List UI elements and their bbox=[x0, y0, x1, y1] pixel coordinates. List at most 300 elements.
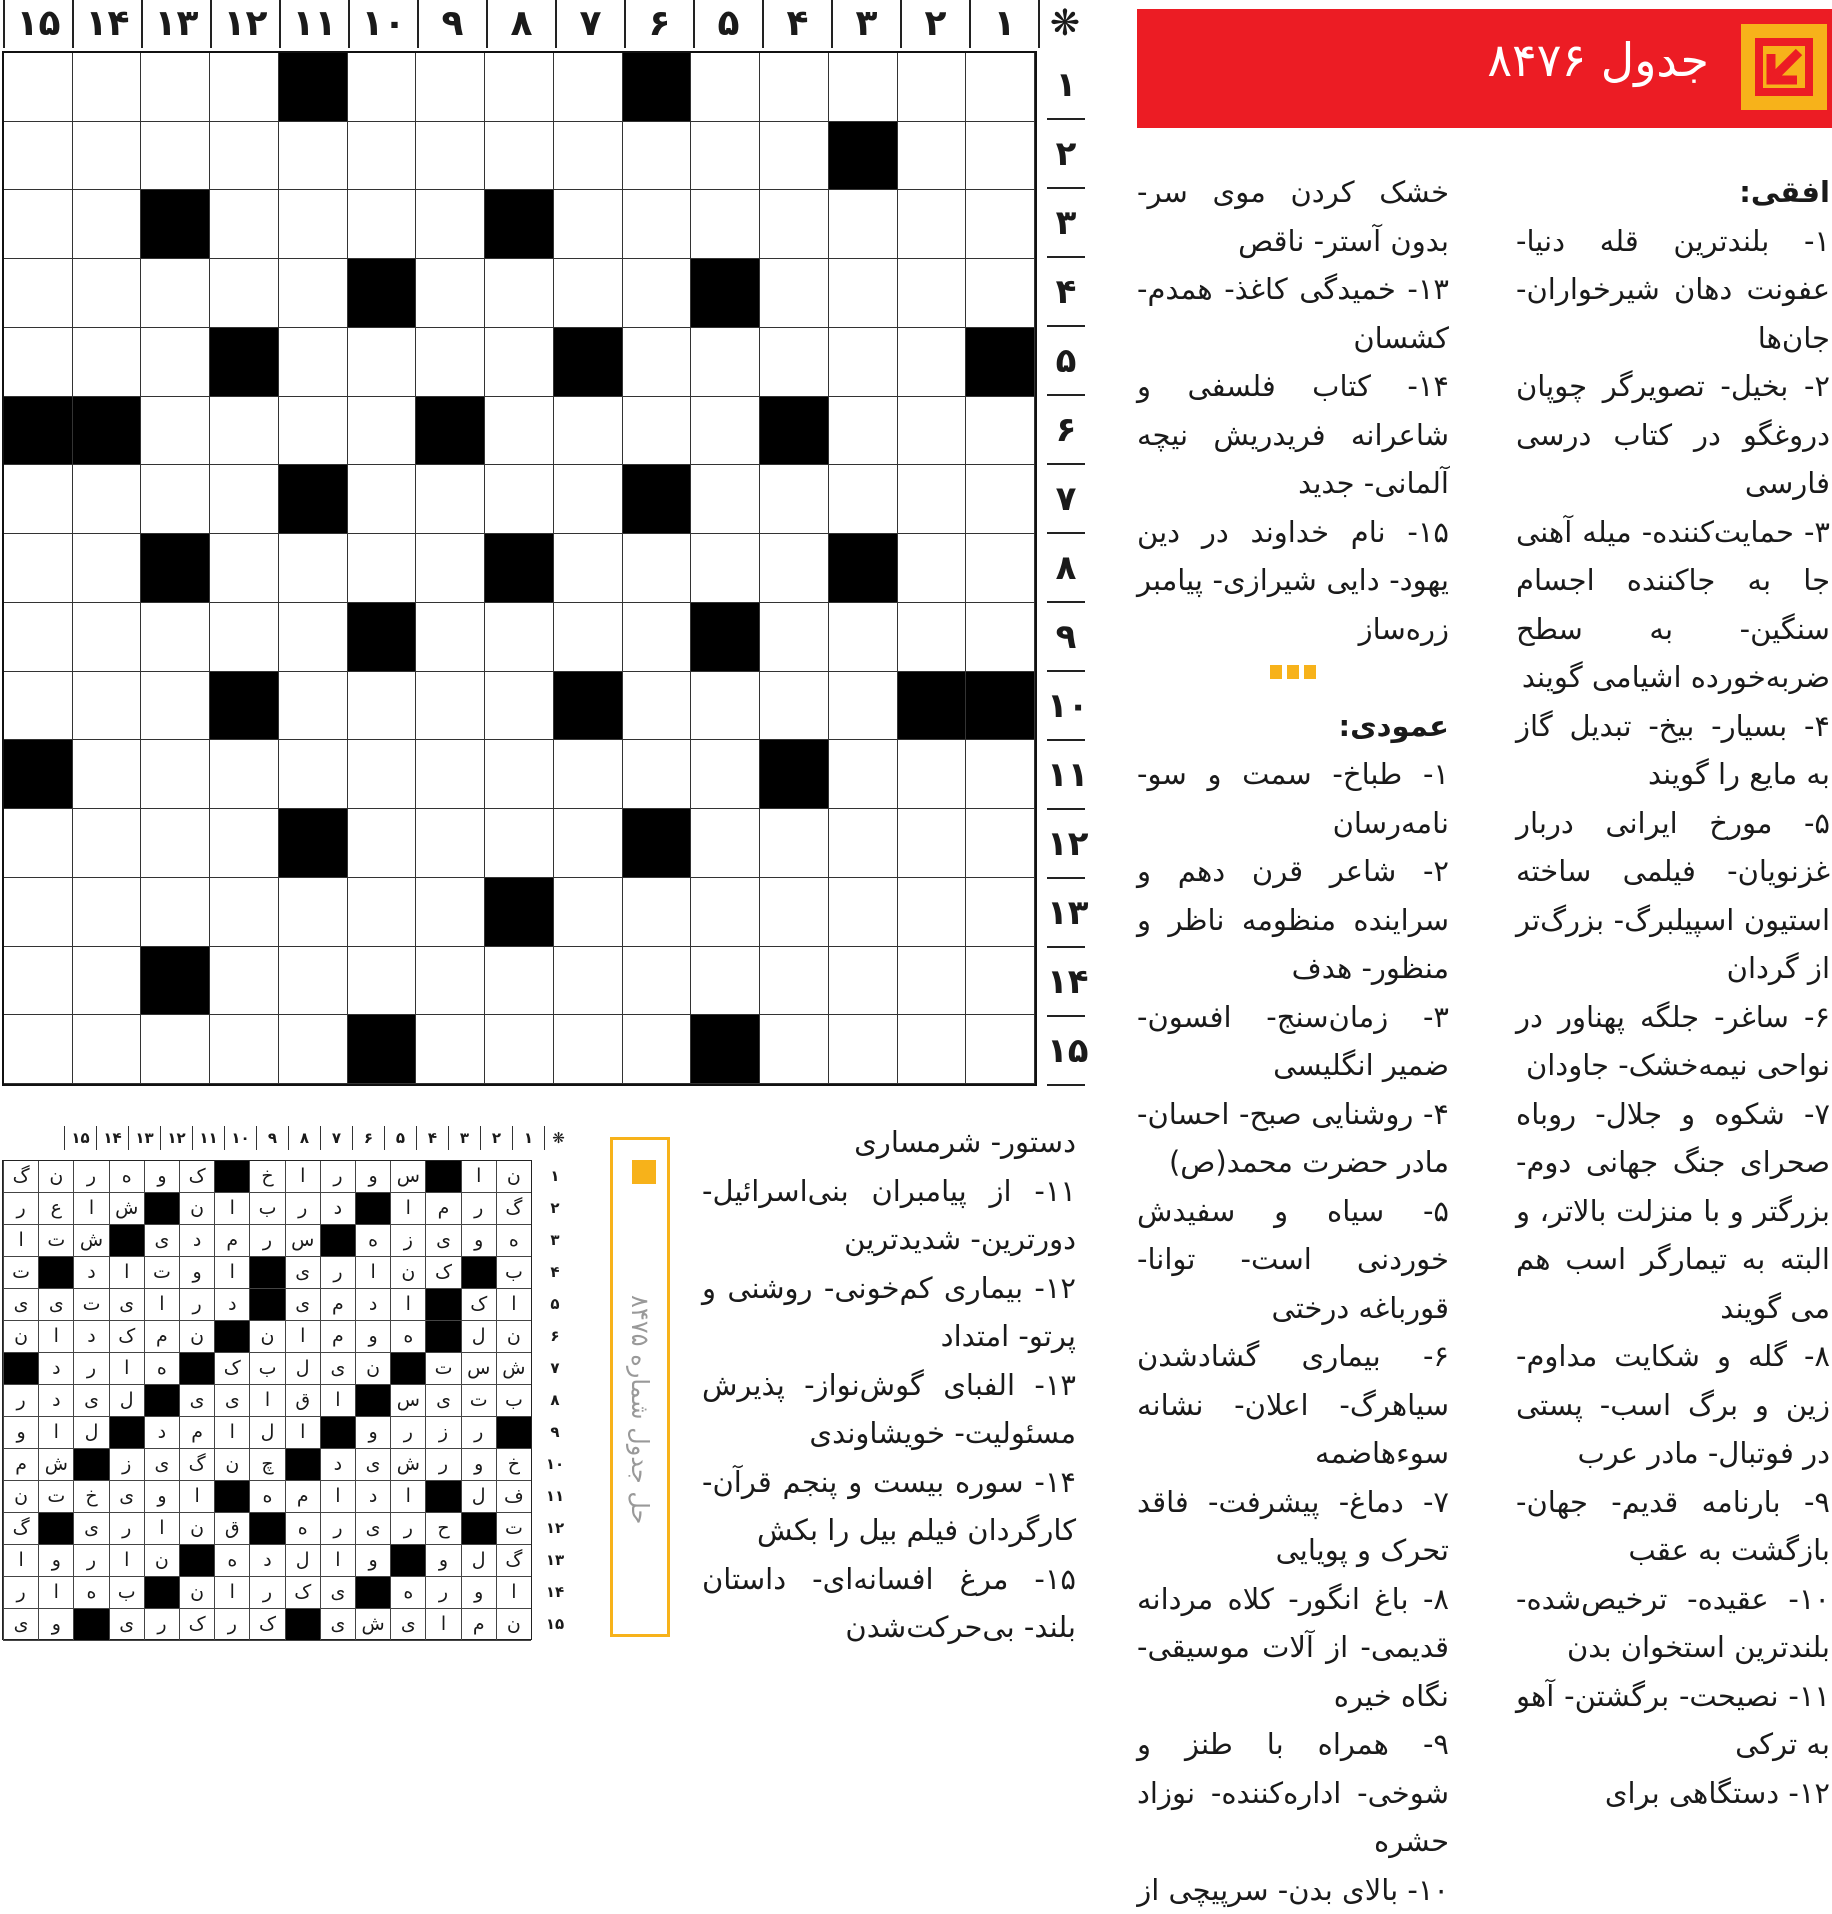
clue-text: ۱۰- بالای بدن- سرپیچی از bbox=[1137, 1866, 1449, 1914]
solution-cell: ا bbox=[214, 1417, 249, 1449]
grid-cell[interactable] bbox=[210, 122, 279, 191]
grid-cell[interactable] bbox=[416, 878, 485, 947]
grid-cell[interactable] bbox=[829, 947, 898, 1016]
grid-cell[interactable] bbox=[210, 465, 279, 534]
grid-cell[interactable] bbox=[279, 947, 348, 1016]
grid-cell[interactable] bbox=[966, 122, 1035, 191]
grid-cell[interactable] bbox=[691, 947, 760, 1016]
black-cell bbox=[898, 672, 967, 741]
grid-cell[interactable] bbox=[829, 809, 898, 878]
section-heading: عمودی: bbox=[1137, 702, 1449, 751]
solution-cell: ی bbox=[38, 1289, 73, 1321]
grid-cell[interactable] bbox=[141, 878, 210, 947]
grid-cell[interactable] bbox=[210, 53, 279, 122]
grid-cell[interactable] bbox=[760, 534, 829, 603]
solution-cell: ا bbox=[179, 1481, 214, 1513]
crossword-row-numbers bbox=[1042, 51, 1090, 1086]
grid-cell[interactable] bbox=[416, 809, 485, 878]
grid-cell[interactable] bbox=[829, 672, 898, 741]
solution-cell: م bbox=[3, 1449, 38, 1481]
grid-cell[interactable] bbox=[485, 1015, 554, 1084]
solution-cell: ر bbox=[109, 1513, 144, 1545]
grid-cell[interactable] bbox=[210, 190, 279, 259]
solution-cell: ک bbox=[214, 1353, 249, 1385]
grid-cell[interactable] bbox=[898, 947, 967, 1016]
grid-cell[interactable] bbox=[141, 328, 210, 397]
solution-row-numbers bbox=[540, 1160, 570, 1640]
black-cell bbox=[355, 1193, 390, 1225]
grid-cell[interactable] bbox=[966, 465, 1035, 534]
grid-cell[interactable] bbox=[829, 53, 898, 122]
solution-cell: ر bbox=[73, 1161, 108, 1193]
grid-cell[interactable] bbox=[966, 603, 1035, 672]
grid-cell[interactable] bbox=[348, 53, 417, 122]
grid-cell[interactable] bbox=[966, 534, 1035, 603]
grid-cell[interactable] bbox=[416, 1015, 485, 1084]
column-number: ۱۴ bbox=[72, 0, 141, 48]
grid-cell[interactable] bbox=[623, 878, 692, 947]
grid-cell[interactable] bbox=[829, 465, 898, 534]
grid-cell[interactable] bbox=[898, 53, 967, 122]
grid-cell[interactable] bbox=[73, 878, 142, 947]
grid-cell[interactable] bbox=[760, 53, 829, 122]
solution-cell: ت bbox=[38, 1481, 73, 1513]
black-cell bbox=[485, 534, 554, 603]
black-cell bbox=[691, 259, 760, 328]
grid-cell[interactable] bbox=[4, 328, 73, 397]
grid-cell[interactable] bbox=[4, 534, 73, 603]
grid-cell[interactable] bbox=[279, 534, 348, 603]
grid-cell[interactable] bbox=[691, 122, 760, 191]
grid-cell[interactable] bbox=[73, 603, 142, 672]
grid-cell[interactable] bbox=[691, 53, 760, 122]
grid-cell[interactable] bbox=[279, 740, 348, 809]
grid-cell[interactable] bbox=[760, 1015, 829, 1084]
grid-cell[interactable] bbox=[898, 809, 967, 878]
solution-cell: گ bbox=[3, 1161, 38, 1193]
solution-cell: و bbox=[144, 1481, 179, 1513]
column-number: ۹ bbox=[256, 1126, 288, 1150]
black-cell bbox=[461, 1257, 496, 1289]
grid-cell[interactable] bbox=[829, 328, 898, 397]
solution-cell: س bbox=[390, 1385, 425, 1417]
grid-cell[interactable] bbox=[966, 740, 1035, 809]
grid-cell[interactable] bbox=[141, 740, 210, 809]
solution-cell: ا bbox=[285, 1161, 320, 1193]
grid-cell[interactable] bbox=[416, 672, 485, 741]
row-number: ۱۰ bbox=[1047, 672, 1085, 741]
clue-text: ۲- شاعر قرن دهم و سراینده منظومه ناظر و منظور- هدف bbox=[1137, 847, 1449, 993]
grid-cell[interactable] bbox=[554, 740, 623, 809]
solution-cell: ر bbox=[285, 1193, 320, 1225]
grid-cell[interactable] bbox=[4, 1015, 73, 1084]
black-cell bbox=[554, 328, 623, 397]
grid-cell[interactable] bbox=[485, 259, 554, 328]
grid-cell[interactable] bbox=[348, 672, 417, 741]
solution-cell: ل bbox=[285, 1545, 320, 1577]
grid-cell[interactable] bbox=[554, 122, 623, 191]
solution-cell: ک bbox=[179, 1161, 214, 1193]
black-cell bbox=[425, 1321, 460, 1353]
solution-cell: ی bbox=[285, 1257, 320, 1289]
grid-cell[interactable] bbox=[829, 1015, 898, 1084]
grid-cell[interactable] bbox=[348, 878, 417, 947]
grid-cell[interactable] bbox=[210, 947, 279, 1016]
grid-cell[interactable] bbox=[210, 1015, 279, 1084]
grid-cell[interactable] bbox=[416, 328, 485, 397]
clue-text: ۳- حمایت‌کننده- میله آهنی جا به جاکننده اجسام سنگین- به سطح ضربه‌خورده اشیامی گویند bbox=[1516, 508, 1830, 702]
grid-cell[interactable] bbox=[623, 397, 692, 466]
grid-cell[interactable] bbox=[829, 397, 898, 466]
grid-cell[interactable] bbox=[73, 328, 142, 397]
solution-cell: ک bbox=[425, 1257, 460, 1289]
solution-cell: ر bbox=[249, 1577, 284, 1609]
solution-cell: ه bbox=[109, 1161, 144, 1193]
grid-cell[interactable] bbox=[279, 672, 348, 741]
grid-cell[interactable] bbox=[4, 672, 73, 741]
grid-cell[interactable] bbox=[966, 53, 1035, 122]
grid-cell[interactable] bbox=[485, 397, 554, 466]
grid-cell[interactable] bbox=[73, 190, 142, 259]
grid-cell[interactable] bbox=[829, 190, 898, 259]
grid-cell[interactable] bbox=[416, 190, 485, 259]
grid-cell[interactable] bbox=[691, 328, 760, 397]
black-cell bbox=[416, 397, 485, 466]
solution-cell: و bbox=[425, 1545, 460, 1577]
grid-cell[interactable] bbox=[966, 397, 1035, 466]
solution-cell: ا bbox=[285, 1417, 320, 1449]
row-number: ۱۳ bbox=[540, 1544, 570, 1576]
grid-cell[interactable] bbox=[966, 1015, 1035, 1084]
grid-cell[interactable] bbox=[485, 672, 554, 741]
grid-cell[interactable] bbox=[141, 1015, 210, 1084]
grid-cell[interactable] bbox=[4, 259, 73, 328]
solution-cell: ا bbox=[214, 1257, 249, 1289]
solution-cell: گ bbox=[496, 1193, 531, 1225]
grid-cell[interactable] bbox=[760, 122, 829, 191]
grid-cell[interactable] bbox=[829, 878, 898, 947]
grid-cell[interactable] bbox=[141, 465, 210, 534]
grid-cell[interactable] bbox=[898, 603, 967, 672]
grid-cell[interactable] bbox=[554, 397, 623, 466]
solution-cell: ر bbox=[3, 1193, 38, 1225]
clue-text: ۱۲- بیماری کم‌خونی- روشنی و پرتو- امتداد bbox=[702, 1264, 1076, 1361]
grid-cell[interactable] bbox=[279, 603, 348, 672]
grid-cell[interactable] bbox=[691, 190, 760, 259]
grid-cell[interactable] bbox=[73, 1015, 142, 1084]
grid-cell[interactable] bbox=[348, 740, 417, 809]
grid-cell[interactable] bbox=[416, 122, 485, 191]
grid-cell[interactable] bbox=[829, 740, 898, 809]
black-cell bbox=[966, 328, 1035, 397]
grid-cell[interactable] bbox=[416, 740, 485, 809]
solution-cell: ز bbox=[109, 1449, 144, 1481]
arrow-logo-icon bbox=[1741, 24, 1827, 110]
grid-cell[interactable] bbox=[485, 122, 554, 191]
grid-cell[interactable] bbox=[279, 190, 348, 259]
grid-cell[interactable] bbox=[210, 397, 279, 466]
grid-cell[interactable] bbox=[760, 259, 829, 328]
grid-cell[interactable] bbox=[141, 397, 210, 466]
grid-cell[interactable] bbox=[485, 603, 554, 672]
solution-cell: ا bbox=[496, 1289, 531, 1321]
grid-cell[interactable] bbox=[623, 740, 692, 809]
solution-cell: ه bbox=[496, 1225, 531, 1257]
grid-cell[interactable] bbox=[623, 122, 692, 191]
black-cell bbox=[691, 603, 760, 672]
solution-cell: س bbox=[461, 1353, 496, 1385]
solution-cell: د bbox=[249, 1545, 284, 1577]
grid-cell[interactable] bbox=[898, 740, 967, 809]
black-cell bbox=[38, 1257, 73, 1289]
grid-cell[interactable] bbox=[485, 740, 554, 809]
solution-cell: خ bbox=[496, 1449, 531, 1481]
grid-cell[interactable] bbox=[691, 740, 760, 809]
grid-cell[interactable] bbox=[966, 190, 1035, 259]
column-number: ۱۵ bbox=[3, 0, 72, 48]
black-cell bbox=[285, 1609, 320, 1641]
clue-text: ۸- باغ انگور- کلاه مردانه قدیمی- از آلات موسیقی- نگاه خیره bbox=[1137, 1575, 1449, 1721]
solution-cell: ر bbox=[390, 1513, 425, 1545]
grid-cell[interactable] bbox=[210, 259, 279, 328]
grid-cell[interactable] bbox=[554, 878, 623, 947]
grid-cell[interactable] bbox=[416, 465, 485, 534]
grid-cell[interactable] bbox=[760, 947, 829, 1016]
solution-cell: ا bbox=[425, 1609, 460, 1641]
black-cell bbox=[141, 534, 210, 603]
grid-cell[interactable] bbox=[348, 122, 417, 191]
grid-cell[interactable] bbox=[416, 534, 485, 603]
solution-cell: ع bbox=[38, 1193, 73, 1225]
grid-cell[interactable] bbox=[554, 259, 623, 328]
grid-cell[interactable] bbox=[554, 809, 623, 878]
grid-cell[interactable] bbox=[898, 328, 967, 397]
grid-cell[interactable] bbox=[141, 809, 210, 878]
grid-cell[interactable] bbox=[279, 397, 348, 466]
grid-cell[interactable] bbox=[691, 672, 760, 741]
clue-text: ۱- بلندترین قله دنیا- عفونت دهان شیرخواران- جان‌ها bbox=[1516, 217, 1830, 363]
solution-cell: ه bbox=[214, 1545, 249, 1577]
grid-cell[interactable] bbox=[966, 259, 1035, 328]
grid-cell[interactable] bbox=[141, 603, 210, 672]
grid-cell[interactable] bbox=[898, 878, 967, 947]
grid-cell[interactable] bbox=[210, 740, 279, 809]
grid-cell[interactable] bbox=[554, 465, 623, 534]
grid-cell[interactable] bbox=[554, 1015, 623, 1084]
grid-cell[interactable] bbox=[898, 190, 967, 259]
grid-cell[interactable] bbox=[4, 809, 73, 878]
grid-cell[interactable] bbox=[73, 259, 142, 328]
grid-cell[interactable] bbox=[760, 878, 829, 947]
grid-cell[interactable] bbox=[141, 259, 210, 328]
grid-cell[interactable] bbox=[691, 465, 760, 534]
solution-cell: ی bbox=[425, 1385, 460, 1417]
black-cell bbox=[141, 190, 210, 259]
solution-cell: ل bbox=[461, 1481, 496, 1513]
grid-cell[interactable] bbox=[73, 809, 142, 878]
solution-cell: د bbox=[214, 1289, 249, 1321]
grid-cell[interactable] bbox=[554, 947, 623, 1016]
grid-cell[interactable] bbox=[485, 809, 554, 878]
grid-cell[interactable] bbox=[348, 190, 417, 259]
grid-cell[interactable] bbox=[760, 672, 829, 741]
black-cell bbox=[390, 1545, 425, 1577]
grid-cell[interactable] bbox=[829, 603, 898, 672]
grid-cell[interactable] bbox=[554, 534, 623, 603]
grid-cell[interactable] bbox=[623, 259, 692, 328]
solution-cell: ا bbox=[390, 1193, 425, 1225]
black-cell bbox=[623, 809, 692, 878]
solution-cell: ن bbox=[355, 1353, 390, 1385]
solution-cell: ش bbox=[355, 1609, 390, 1641]
grid-cell[interactable] bbox=[898, 259, 967, 328]
grid-cell[interactable] bbox=[210, 534, 279, 603]
grid-cell[interactable] bbox=[279, 328, 348, 397]
grid-cell[interactable] bbox=[760, 603, 829, 672]
grid-cell[interactable] bbox=[73, 122, 142, 191]
grid-cell[interactable] bbox=[73, 53, 142, 122]
grid-cell[interactable] bbox=[554, 53, 623, 122]
row-number: ۸ bbox=[540, 1384, 570, 1416]
solution-cell: ت bbox=[496, 1513, 531, 1545]
grid-cell[interactable] bbox=[348, 328, 417, 397]
grid-cell[interactable] bbox=[966, 809, 1035, 878]
grid-cell[interactable] bbox=[691, 534, 760, 603]
row-number: ۱۳ bbox=[1047, 879, 1085, 948]
grid-cell[interactable] bbox=[485, 328, 554, 397]
grid-cell[interactable] bbox=[760, 328, 829, 397]
grid-cell[interactable] bbox=[623, 603, 692, 672]
solution-cell: ن bbox=[390, 1257, 425, 1289]
clue-text: ۱۱- از پیامبران بنی‌اسرائیل- دورترین- شدیدترین bbox=[702, 1167, 1076, 1264]
black-cell bbox=[73, 1449, 108, 1481]
grid-cell[interactable] bbox=[898, 1015, 967, 1084]
solution-cell: ن bbox=[496, 1609, 531, 1641]
clue-text: ۱۲- دستگاهی برای bbox=[1516, 1769, 1830, 1818]
solution-cell: ی bbox=[355, 1449, 390, 1481]
column-number: ۱۵ bbox=[64, 1126, 96, 1150]
black-cell bbox=[485, 190, 554, 259]
row-number: ۲ bbox=[540, 1192, 570, 1224]
column-number: ۱۰ bbox=[348, 0, 417, 48]
solution-cell: ق bbox=[285, 1385, 320, 1417]
grid-cell[interactable] bbox=[554, 603, 623, 672]
grid-cell[interactable] bbox=[691, 809, 760, 878]
grid-cell[interactable] bbox=[966, 878, 1035, 947]
grid-cell[interactable] bbox=[623, 947, 692, 1016]
grid-cell[interactable] bbox=[416, 947, 485, 1016]
grid-cell[interactable] bbox=[73, 534, 142, 603]
grid-cell[interactable] bbox=[348, 397, 417, 466]
grid-cell[interactable] bbox=[4, 465, 73, 534]
grid-cell[interactable] bbox=[4, 53, 73, 122]
grid-cell[interactable] bbox=[485, 947, 554, 1016]
grid-cell[interactable] bbox=[141, 53, 210, 122]
grid-cell[interactable] bbox=[691, 878, 760, 947]
grid-cell[interactable] bbox=[623, 190, 692, 259]
grid-cell[interactable] bbox=[73, 465, 142, 534]
grid-cell[interactable] bbox=[4, 190, 73, 259]
grid-cell[interactable] bbox=[485, 53, 554, 122]
grid-cell[interactable] bbox=[485, 465, 554, 534]
grid-cell[interactable] bbox=[760, 465, 829, 534]
grid-cell[interactable] bbox=[73, 672, 142, 741]
black-cell bbox=[3, 1353, 38, 1385]
grid-cell[interactable] bbox=[279, 1015, 348, 1084]
grid-cell[interactable] bbox=[4, 947, 73, 1016]
black-cell bbox=[355, 1385, 390, 1417]
row-number: ۳ bbox=[1047, 189, 1085, 258]
grid-cell[interactable] bbox=[4, 122, 73, 191]
clue-text: ۶- ساغر- جلگه پهناور در نواحی نیمه‌خشک- جاودان bbox=[1516, 993, 1830, 1090]
grid-cell[interactable] bbox=[141, 122, 210, 191]
grid-cell[interactable] bbox=[898, 465, 967, 534]
grid-cell[interactable] bbox=[73, 740, 142, 809]
grid-cell[interactable] bbox=[416, 259, 485, 328]
grid-cell[interactable] bbox=[348, 947, 417, 1016]
solution-grid bbox=[2, 1160, 532, 1640]
solution-cell: ا bbox=[38, 1321, 73, 1353]
grid-cell[interactable] bbox=[623, 1015, 692, 1084]
clue-text: ۵- سیاه و سفیدش خوردنی است- توانا- قورباغه درختی bbox=[1137, 1187, 1449, 1333]
grid-cell[interactable] bbox=[73, 947, 142, 1016]
grid-cell[interactable] bbox=[554, 190, 623, 259]
grid-cell[interactable] bbox=[829, 259, 898, 328]
row-number: ۱۵ bbox=[540, 1608, 570, 1640]
solution-cell: خ bbox=[249, 1161, 284, 1193]
solution-cell: ی bbox=[214, 1385, 249, 1417]
grid-cell[interactable] bbox=[279, 878, 348, 947]
clue-text: ۹- همراه با طنز و شوخی- اداره‌کننده- نوزاد حشره bbox=[1137, 1720, 1449, 1866]
grid-cell[interactable] bbox=[348, 534, 417, 603]
column-number: ۴ bbox=[762, 0, 831, 48]
solution-cell: ر bbox=[320, 1161, 355, 1193]
grid-cell[interactable] bbox=[760, 190, 829, 259]
grid-cell[interactable] bbox=[416, 53, 485, 122]
grid-cell[interactable] bbox=[623, 672, 692, 741]
grid-cell[interactable] bbox=[210, 878, 279, 947]
solution-cell: ی bbox=[390, 1609, 425, 1641]
solution-cell: چ bbox=[249, 1449, 284, 1481]
grid-cell[interactable] bbox=[623, 328, 692, 397]
row-number: ۴ bbox=[1047, 258, 1085, 327]
grid-cell[interactable] bbox=[4, 878, 73, 947]
crossword-column-numbers bbox=[0, 0, 1090, 48]
column-number: ۵ bbox=[384, 1126, 416, 1150]
grid-cell[interactable] bbox=[141, 672, 210, 741]
grid-cell[interactable] bbox=[760, 809, 829, 878]
grid-cell[interactable] bbox=[898, 397, 967, 466]
grid-cell[interactable] bbox=[4, 603, 73, 672]
grid-cell[interactable] bbox=[210, 809, 279, 878]
grid-cell[interactable] bbox=[416, 603, 485, 672]
solution-cell: ب bbox=[249, 1193, 284, 1225]
row-number: ۹ bbox=[540, 1416, 570, 1448]
grid-cell[interactable] bbox=[279, 122, 348, 191]
grid-cell[interactable] bbox=[279, 259, 348, 328]
grid-cell[interactable] bbox=[898, 534, 967, 603]
grid-cell[interactable] bbox=[898, 122, 967, 191]
column-number: ۷ bbox=[320, 1126, 352, 1150]
grid-cell[interactable] bbox=[348, 809, 417, 878]
grid-cell[interactable] bbox=[623, 534, 692, 603]
grid-cell[interactable] bbox=[691, 397, 760, 466]
grid-cell[interactable] bbox=[348, 465, 417, 534]
grid-cell[interactable] bbox=[210, 603, 279, 672]
black-cell bbox=[691, 1015, 760, 1084]
column-number: ۲ bbox=[480, 1126, 512, 1150]
grid-cell[interactable] bbox=[966, 947, 1035, 1016]
